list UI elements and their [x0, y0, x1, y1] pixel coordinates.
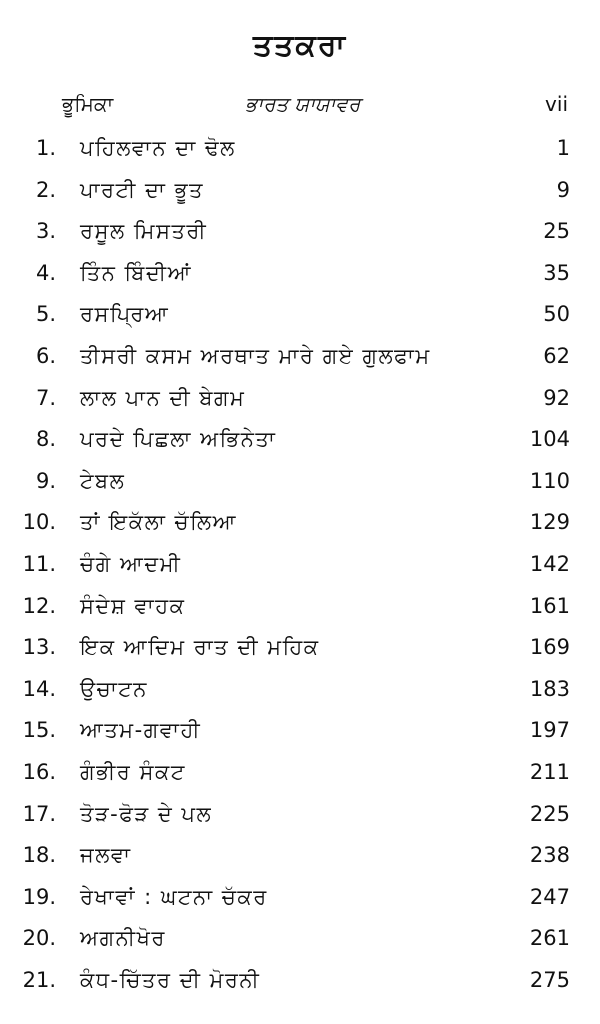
- preface-page-number: vii: [545, 92, 568, 116]
- entry-page-number: 110: [529, 468, 570, 493]
- contents-entry: [0, 214, 600, 256]
- contents-entry: [0, 173, 600, 215]
- entry-title: ਤੋੜ-ਫੋੜ ਦੇ ਪਲ: [80, 801, 213, 826]
- contents-entry: [0, 921, 600, 963]
- entry-title: ਉਚਾਟਨ: [80, 676, 148, 701]
- entry-title: ਰਸੂਲ ਮਿਸਤਰੀ: [80, 219, 208, 244]
- entry-number: 3.: [35, 219, 56, 244]
- contents-entry: [0, 422, 600, 464]
- entry-title: ਜਲਵਾ: [80, 843, 132, 868]
- contents-entry: [0, 755, 600, 797]
- contents-entry: [0, 381, 600, 423]
- contents-entry: [0, 589, 600, 631]
- preface-label: ਭੂਮਿਕਾ: [62, 92, 114, 116]
- entry-page-number: 9: [556, 177, 570, 202]
- entry-number: 17.: [22, 801, 56, 826]
- entry-number: 4.: [35, 260, 56, 285]
- entry-page-number: 261: [529, 926, 570, 951]
- contents-entry: [0, 131, 600, 173]
- entry-number: 5.: [35, 302, 56, 327]
- entry-page-number: 35: [543, 260, 570, 285]
- contents-entry: [0, 672, 600, 714]
- entry-number: 11.: [22, 551, 56, 576]
- contents-entry: [0, 256, 600, 298]
- preface-entry: [0, 92, 600, 122]
- entry-title: ਪਰਦੇ ਪਿਛਲਾ ਅਭਿਨੇਤਾ: [80, 427, 277, 452]
- entry-page-number: 238: [529, 843, 570, 868]
- entry-title: ਅਗਨੀਖੋਰ: [80, 926, 166, 951]
- entry-title: ਰੇਖਾਵਾਂ : ਘਟਨਾ ਚੱਕਰ: [80, 884, 268, 909]
- entry-page-number: 247: [529, 884, 570, 909]
- entry-number: 18.: [22, 843, 56, 868]
- entry-page-number: 1: [556, 136, 570, 160]
- contents-entry: [0, 880, 600, 922]
- entry-page-number: 142: [529, 551, 570, 576]
- page-title: ਤਤਕਰਾ: [252, 28, 348, 63]
- entry-number: 19.: [22, 884, 56, 909]
- entry-page-number: 183: [529, 676, 570, 701]
- entry-number: 14.: [22, 676, 56, 701]
- contents-entry: [0, 505, 600, 547]
- entry-number: 6.: [35, 343, 56, 368]
- entry-page-number: 92: [543, 385, 570, 410]
- entry-title: ਰਸਪ੍ਰਿਆ: [80, 302, 170, 327]
- contents-entry: [0, 297, 600, 339]
- contents-list: [0, 131, 600, 1004]
- entry-number: 13.: [22, 635, 56, 660]
- entry-title: ਲਾਲ ਪਾਨ ਦੀ ਬੇਗਮ: [80, 385, 246, 410]
- entry-title: ਪਾਰਟੀ ਦਾ ਭੂਤ: [80, 177, 204, 202]
- entry-title: ਗੰਭੀਰ ਸੰਕਟ: [80, 759, 186, 784]
- entry-title: ਕੰਧ-ਚਿੱਤਰ ਦੀ ਮੋਰਨੀ: [80, 967, 261, 992]
- entry-number: 15.: [22, 718, 56, 743]
- entry-title: ਸੰਦੇਸ਼ ਵਾਹਕ: [80, 593, 186, 618]
- entry-number: 1.: [35, 136, 56, 160]
- entry-page-number: 62: [543, 343, 570, 368]
- entry-page-number: 275: [529, 967, 570, 992]
- entry-page-number: 197: [529, 718, 570, 743]
- contents-entry: [0, 547, 600, 589]
- entry-page-number: 104: [529, 427, 570, 452]
- contents-entry: [0, 963, 600, 1005]
- contents-entry: [0, 464, 600, 506]
- entry-number: 7.: [35, 385, 56, 410]
- contents-entry: [0, 838, 600, 880]
- entry-number: 10.: [22, 510, 56, 535]
- entry-number: 21.: [22, 967, 56, 992]
- entry-page-number: 129: [529, 510, 570, 535]
- contents-entry: [0, 797, 600, 839]
- entry-page-number: 225: [529, 801, 570, 826]
- entry-page-number: 169: [529, 635, 570, 660]
- entry-number: 9.: [35, 468, 56, 493]
- entry-page-number: 161: [529, 593, 570, 618]
- entry-title: ਚੰਗੇ ਆਦਮੀ: [80, 551, 182, 576]
- contents-entry: [0, 630, 600, 672]
- entry-number: 16.: [22, 759, 56, 784]
- entry-title: ਤਾਂ ਇਕੱਲਾ ਚੱਲਿਆ: [80, 510, 237, 535]
- entry-title: ਤੀਸਰੀ ਕਸਮ ਅਰਥਾਤ ਮਾਰੇ ਗਏ ਗੁਲਫਾਮ: [80, 343, 431, 368]
- entry-page-number: 50: [543, 302, 570, 327]
- entry-title: ਇਕ ਆਦਿਮ ਰਾਤ ਦੀ ਮਹਿਕ: [80, 635, 320, 660]
- contents-entry: [0, 339, 600, 381]
- entry-title: ਤਿੰਨ ਬਿੰਦੀਆਂ: [80, 260, 193, 285]
- contents-entry: [0, 713, 600, 755]
- entry-page-number: 25: [543, 219, 570, 244]
- entry-number: 8.: [35, 427, 56, 452]
- entry-page-number: 211: [529, 759, 570, 784]
- preface-author: ਭਾਰਤ ਯਾਯਾਵਰ: [245, 92, 361, 116]
- entry-number: 2.: [35, 177, 56, 202]
- entry-title: ਪਹਿਲਵਾਨ ਦਾ ਢੋਲ: [80, 136, 236, 160]
- entry-number: 20.: [22, 926, 56, 951]
- entry-title: ਟੇਬਲ: [80, 468, 126, 493]
- entry-title: ਆਤਮ-ਗਵਾਹੀ: [80, 718, 202, 743]
- entry-number: 12.: [22, 593, 56, 618]
